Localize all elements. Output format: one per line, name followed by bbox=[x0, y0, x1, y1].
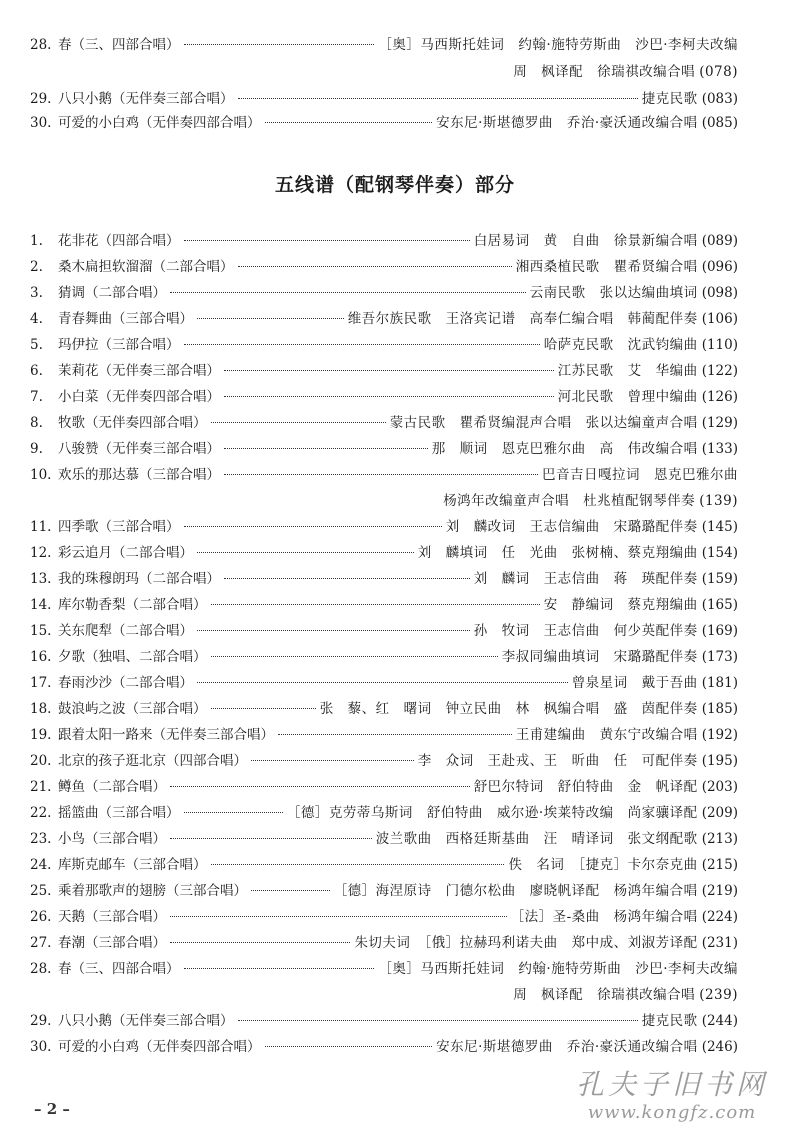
entry-credits: 舒巴尔特词 舒伯特曲 金 帆译配 bbox=[473, 779, 698, 795]
entry-page: (133) bbox=[701, 441, 738, 457]
toc-entry bbox=[30, 570, 738, 588]
entry-title: 库尔勒香梨（二部合唱） bbox=[58, 597, 207, 613]
entry-page: (122) bbox=[701, 363, 738, 379]
entry-number: 8. bbox=[30, 415, 43, 431]
entry-credits: 那 顺词 恩克巴雅尔曲 高 伟改编合唱 bbox=[431, 441, 698, 457]
entry-number: 28. bbox=[30, 37, 52, 53]
dot-leader bbox=[184, 344, 540, 345]
dot-leader bbox=[197, 630, 470, 631]
entry-credits: 刘 麟改词 王志信编曲 宋璐璐配伴奏 bbox=[445, 519, 698, 535]
toc-entry bbox=[30, 726, 738, 744]
dot-leader bbox=[184, 240, 470, 241]
entry-number: 21. bbox=[30, 779, 52, 795]
entry-page: (159) bbox=[701, 571, 738, 587]
toc-entry bbox=[30, 440, 738, 458]
entry-credits: 李叔同编曲填词 宋璐璐配伴奏 bbox=[501, 649, 698, 665]
entry-number: 2. bbox=[30, 259, 43, 275]
entry-title: 可爱的小白鸡（无伴奏四部合唱） bbox=[58, 115, 261, 131]
entry-credits: 湘西桑植民歌 瞿希贤编合唱 bbox=[515, 259, 698, 275]
entry-credits: 捷克民歌 bbox=[641, 1013, 698, 1029]
toc-entry bbox=[30, 36, 738, 54]
entry-title: 鳟鱼（二部合唱） bbox=[58, 779, 166, 795]
dot-leader bbox=[197, 682, 568, 683]
entry-title: 彩云追月（二部合唱） bbox=[58, 545, 193, 561]
toc-entry bbox=[30, 466, 738, 484]
watermark-url: www.kongfz.com bbox=[587, 1102, 757, 1123]
entry-title: 北京的孩子逛北京（四部合唱） bbox=[58, 753, 247, 769]
dot-leader bbox=[278, 734, 512, 735]
toc-entry-continuation bbox=[513, 986, 738, 1004]
entry-page: (139) bbox=[699, 493, 738, 509]
entry-number: 1. bbox=[30, 233, 43, 249]
dot-leader bbox=[238, 1020, 638, 1021]
entry-title: 牧歌（无伴奏四部合唱） bbox=[58, 415, 207, 431]
toc-entry bbox=[30, 1038, 738, 1056]
entry-page: (219) bbox=[701, 883, 738, 899]
entry-credits: 佚 名词 ［捷克］卡尔奈克曲 bbox=[508, 857, 698, 873]
entry-number: 17. bbox=[30, 675, 52, 691]
entry-number: 29. bbox=[30, 91, 52, 107]
dot-leader bbox=[184, 526, 442, 527]
entry-number: 12. bbox=[30, 545, 52, 561]
dot-leader bbox=[224, 370, 554, 371]
entry-credits: 维吾尔族民歌 王洛宾记谱 高奉仁编合唱 韩蔺配伴奏 bbox=[347, 311, 698, 327]
entry-title: 四季歌（三部合唱） bbox=[58, 519, 180, 535]
entry-number: 28. bbox=[30, 961, 52, 977]
entry-number: 13. bbox=[30, 571, 52, 587]
entry-number: 30. bbox=[30, 115, 52, 131]
toc-entry bbox=[30, 310, 738, 328]
entry-credits: 刘 麟填词 任 光曲 张树楠、蔡克翔编曲 bbox=[417, 545, 698, 561]
entry-title: 春（三、四部合唱） bbox=[58, 961, 180, 977]
entry-number: 23. bbox=[30, 831, 52, 847]
entry-credits: 杨鸿年改编童声合唱 杜兆植配钢琴伴奏 bbox=[443, 493, 696, 509]
entry-credits: 李 众词 王赴戎、王 昕曲 任 可配伴奏 bbox=[417, 753, 698, 769]
toc-entry bbox=[30, 648, 738, 666]
entry-number: 11. bbox=[30, 519, 52, 535]
entry-page: (244) bbox=[701, 1013, 738, 1029]
entry-page: (106) bbox=[701, 311, 738, 327]
dot-leader bbox=[197, 552, 414, 553]
toc-entry bbox=[30, 336, 738, 354]
entry-credits: 安东尼·斯堪德罗曲 乔治·豪沃通改编合唱 bbox=[436, 115, 698, 131]
dot-leader bbox=[211, 708, 316, 709]
entry-credits: 周 枫译配 徐瑞祺改编合唱 bbox=[513, 64, 696, 80]
entry-number: 4. bbox=[30, 311, 43, 327]
entry-number: 15. bbox=[30, 623, 52, 639]
entry-credits: 云南民歌 张以达编曲填词 bbox=[529, 285, 698, 301]
entry-number: 16. bbox=[30, 649, 52, 665]
entry-page: (203) bbox=[701, 779, 738, 795]
dot-leader bbox=[251, 890, 330, 891]
entry-credits: 巴音吉日嘎拉词 恩克巴雅尔曲 bbox=[542, 467, 738, 483]
dot-leader bbox=[265, 122, 433, 123]
toc-entry-continuation bbox=[443, 492, 738, 510]
entry-title: 茉莉花（无伴奏三部合唱） bbox=[58, 363, 220, 379]
entry-credits: 河北民歌 曾理中编曲 bbox=[557, 389, 698, 405]
toc-entry bbox=[30, 882, 738, 900]
entry-page: (110) bbox=[701, 337, 738, 353]
entry-page: (239) bbox=[699, 987, 738, 1003]
toc-entry bbox=[30, 90, 738, 108]
entry-title: 八只小鹅（无伴奏三部合唱） bbox=[58, 1013, 234, 1029]
toc-entry bbox=[30, 804, 738, 822]
entry-title: 乘着那歌声的翅膀（三部合唱） bbox=[58, 883, 247, 899]
toc-entry bbox=[30, 934, 738, 952]
entry-number: 18. bbox=[30, 701, 52, 717]
entry-title: 关东爬犁（二部合唱） bbox=[58, 623, 193, 639]
entry-number: 26. bbox=[30, 909, 52, 925]
entry-credits: 孙 牧词 王志信曲 何少英配伴奏 bbox=[473, 623, 698, 639]
entry-credits: ［德］海涅原诗 门德尔松曲 廖晓帆译配 杨鸿年编合唱 bbox=[333, 883, 698, 899]
toc-entry bbox=[30, 388, 738, 406]
entry-number: 25. bbox=[30, 883, 52, 899]
entry-number: 5. bbox=[30, 337, 43, 353]
toc-entry bbox=[30, 1012, 738, 1030]
entry-number: 3. bbox=[30, 285, 43, 301]
entry-title: 小白菜（无伴奏四部合唱） bbox=[58, 389, 220, 405]
entry-credits: 江苏民歌 艾 华编曲 bbox=[557, 363, 698, 379]
entry-title: 可爱的小白鸡（无伴奏四部合唱） bbox=[58, 1039, 261, 1055]
dot-leader bbox=[197, 318, 344, 319]
entry-title: 摇篮曲（三部合唱） bbox=[58, 805, 180, 821]
entry-page: (154) bbox=[701, 545, 738, 561]
entry-credits: 哈萨克民歌 沈武钧编曲 bbox=[543, 337, 698, 353]
entry-number: 10. bbox=[30, 467, 52, 483]
dot-leader bbox=[265, 1046, 433, 1047]
entry-title: 夕歌（独唱、二部合唱） bbox=[58, 649, 207, 665]
entry-credits: 安 静编词 蔡克翔编曲 bbox=[543, 597, 698, 613]
page-number: – 2 – bbox=[34, 1100, 70, 1118]
entry-credits: 捷克民歌 bbox=[641, 91, 698, 107]
toc-entry bbox=[30, 856, 738, 874]
entry-page: (181) bbox=[701, 675, 738, 691]
dot-leader bbox=[184, 44, 375, 45]
dot-leader bbox=[251, 760, 414, 761]
toc-entry bbox=[30, 258, 738, 276]
entry-page: (085) bbox=[701, 115, 738, 131]
entry-title: 欢乐的那达慕（三部合唱） bbox=[58, 467, 220, 483]
entry-title: 春（三、四部合唱） bbox=[58, 37, 180, 53]
entry-page: (173) bbox=[701, 649, 738, 665]
entry-credits: 王甫建编曲 黄东宁改编合唱 bbox=[515, 727, 698, 743]
toc-entry bbox=[30, 232, 738, 250]
dot-leader bbox=[170, 916, 507, 917]
entry-credits: ［奥］马西斯托娃词 约翰·施特劳斯曲 沙巴·李柯夫改编 bbox=[378, 37, 738, 53]
entry-page: (195) bbox=[701, 753, 738, 769]
dot-leader bbox=[211, 864, 505, 865]
entry-number: 6. bbox=[30, 363, 43, 379]
entry-title: 春潮（三部合唱） bbox=[58, 935, 166, 951]
entry-credits: ［法］圣-桑曲 杨鸿年编合唱 bbox=[510, 909, 698, 925]
entry-number: 22. bbox=[30, 805, 52, 821]
entry-credits: 曾泉星词 戴于吾曲 bbox=[571, 675, 698, 691]
entry-number: 14. bbox=[30, 597, 52, 613]
dot-leader bbox=[211, 604, 540, 605]
entry-title: 春雨沙沙（二部合唱） bbox=[58, 675, 193, 691]
dot-leader bbox=[224, 578, 470, 579]
toc-entry bbox=[30, 908, 738, 926]
entry-credits: 张 藜、红 曙词 钟立民曲 林 枫编合唱 盛 茵配伴奏 bbox=[319, 701, 698, 717]
dot-leader bbox=[224, 448, 428, 449]
toc-entry bbox=[30, 284, 738, 302]
entry-title: 八只小鹅（无伴奏三部合唱） bbox=[58, 91, 234, 107]
entry-title: 猜调（二部合唱） bbox=[58, 285, 166, 301]
entry-number: 24. bbox=[30, 857, 52, 873]
toc-entry bbox=[30, 114, 738, 132]
entry-number: 30. bbox=[30, 1039, 52, 1055]
entry-title: 花非花（四部合唱） bbox=[58, 233, 180, 249]
entry-page: (098) bbox=[701, 285, 738, 301]
toc-entry bbox=[30, 778, 738, 796]
dot-leader bbox=[170, 786, 470, 787]
entry-number: 19. bbox=[30, 727, 52, 743]
dot-leader bbox=[224, 474, 538, 475]
entry-page: (192) bbox=[701, 727, 738, 743]
entry-page: (126) bbox=[701, 389, 738, 405]
dot-leader bbox=[184, 968, 375, 969]
entry-title: 小鸟（三部合唱） bbox=[58, 831, 166, 847]
entry-title: 我的珠穆朗玛（二部合唱） bbox=[58, 571, 220, 587]
entry-credits: 刘 麟词 王志信曲 蒋 瑛配伴奏 bbox=[473, 571, 698, 587]
entry-number: 9. bbox=[30, 441, 43, 457]
entry-number: 7. bbox=[30, 389, 43, 405]
entry-credits: 周 枫译配 徐瑞祺改编合唱 bbox=[513, 987, 696, 1003]
entry-credits: ［德］克劳蒂乌斯词 舒伯特曲 威尔逊·埃莱特改编 尚家骧译配 bbox=[286, 805, 698, 821]
entry-title: 玛伊拉（三部合唱） bbox=[58, 337, 180, 353]
entry-title: 天鹅（三部合唱） bbox=[58, 909, 166, 925]
entry-number: 29. bbox=[30, 1013, 52, 1029]
entry-page: (185) bbox=[701, 701, 738, 717]
entry-credits: ［奥］马西斯托娃词 约翰·施特劳斯曲 沙巴·李柯夫改编 bbox=[378, 961, 738, 977]
dot-leader bbox=[238, 98, 638, 99]
dot-leader bbox=[170, 838, 372, 839]
entry-page: (165) bbox=[701, 597, 738, 613]
dot-leader bbox=[170, 292, 526, 293]
entry-title: 青春舞曲（三部合唱） bbox=[58, 311, 193, 327]
toc-entry bbox=[30, 544, 738, 562]
toc-entry-continuation bbox=[513, 63, 738, 81]
entry-credits: 朱切夫词 ［俄］拉赫玛利诺夫曲 郑中成、刘淑芳译配 bbox=[354, 935, 698, 951]
toc-entry bbox=[30, 830, 738, 848]
entry-title: 跟着太阳一路来（无伴奏三部合唱） bbox=[58, 727, 274, 743]
entry-page: (078) bbox=[699, 64, 738, 80]
dot-leader bbox=[184, 812, 283, 813]
entry-number: 20. bbox=[30, 753, 52, 769]
toc-entry bbox=[30, 700, 738, 718]
toc-entry bbox=[30, 596, 738, 614]
dot-leader bbox=[211, 656, 498, 657]
watermark-title: 孔夫子旧书网 bbox=[575, 1068, 768, 1101]
entry-title: 桑木扁担软溜溜（二部合唱） bbox=[58, 259, 234, 275]
entry-page: (129) bbox=[701, 415, 738, 431]
toc-entry bbox=[30, 960, 738, 978]
entry-page: (231) bbox=[701, 935, 738, 951]
entry-page: (083) bbox=[701, 91, 738, 107]
dot-leader bbox=[238, 266, 512, 267]
entry-credits: 蒙古民歌 瞿希贤编混声合唱 张以达编童声合唱 bbox=[389, 415, 698, 431]
entry-title: 鼓浪屿之波（三部合唱） bbox=[58, 701, 207, 717]
toc-entry bbox=[30, 752, 738, 770]
dot-leader bbox=[211, 422, 386, 423]
section-heading: 五线谱（配钢琴伴奏）部分 bbox=[274, 174, 515, 196]
entry-page: (145) bbox=[701, 519, 738, 535]
entry-credits: 波兰歌曲 西格廷斯基曲 汪 晴译词 张文纲配歌 bbox=[375, 831, 698, 847]
entry-number: 27. bbox=[30, 935, 52, 951]
entry-credits: 安东尼·斯堪德罗曲 乔治·豪沃通改编合唱 bbox=[436, 1039, 698, 1055]
entry-page: (096) bbox=[701, 259, 738, 275]
entry-page: (169) bbox=[701, 623, 738, 639]
entry-title: 八骏赞（无伴奏三部合唱） bbox=[58, 441, 220, 457]
entry-title: 库斯克邮车（三部合唱） bbox=[58, 857, 207, 873]
toc-entry bbox=[30, 362, 738, 380]
entry-page: (246) bbox=[701, 1039, 738, 1055]
entry-page: (215) bbox=[701, 857, 738, 873]
entry-credits: 白居易词 黄 自曲 徐景新编合唱 bbox=[473, 233, 698, 249]
toc-entry bbox=[30, 674, 738, 692]
toc-entry bbox=[30, 518, 738, 536]
entry-page: (209) bbox=[701, 805, 738, 821]
dot-leader bbox=[170, 942, 350, 943]
dot-leader bbox=[224, 396, 554, 397]
toc-entry bbox=[30, 414, 738, 432]
toc-entry bbox=[30, 622, 738, 640]
watermark bbox=[576, 1068, 768, 1123]
entry-page: (213) bbox=[701, 831, 738, 847]
entry-page: (089) bbox=[701, 233, 738, 249]
entry-page: (224) bbox=[701, 909, 738, 925]
